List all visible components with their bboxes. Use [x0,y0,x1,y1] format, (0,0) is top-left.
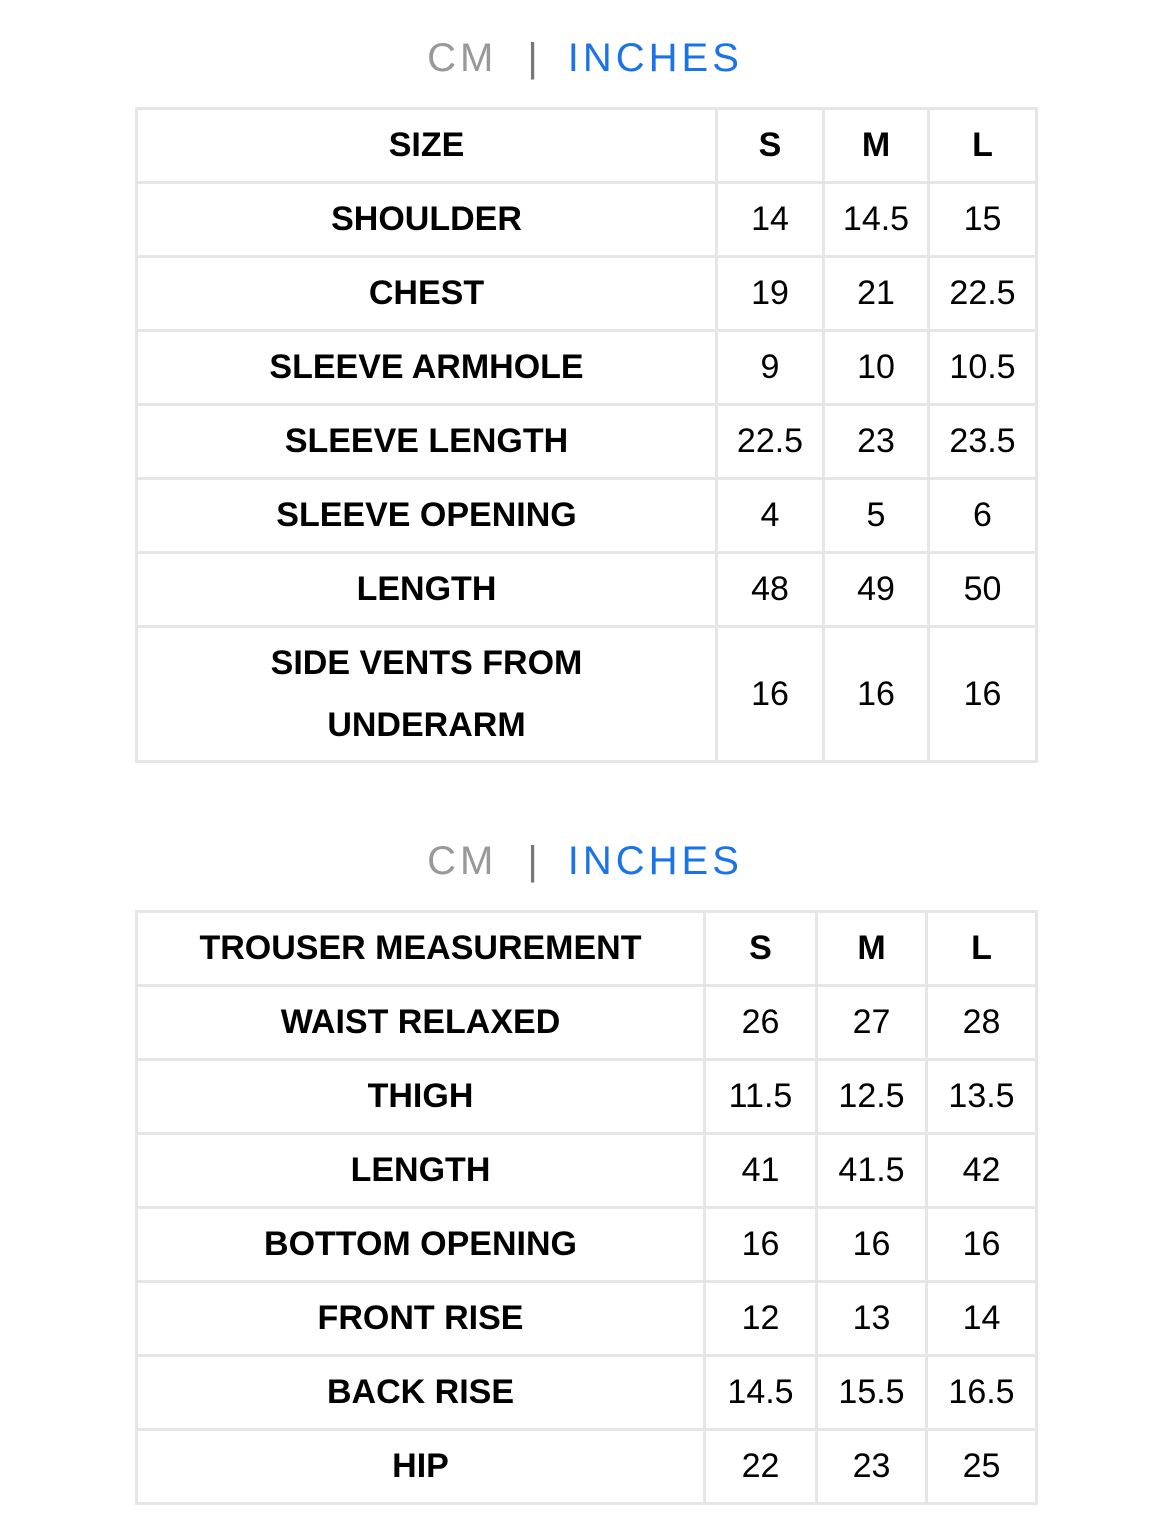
table-row [137,1060,1037,1134]
table-row [137,183,1037,257]
cell-l: 6 [929,479,1037,553]
table-row [137,1208,1037,1282]
row-label: CHEST [137,257,717,331]
cell-l: 23.5 [929,405,1037,479]
header-s: S [705,912,817,986]
cell-s: 12 [705,1282,817,1356]
table-header-row [137,912,1037,986]
cell-m: 10 [824,331,929,405]
bottom-size-table [135,910,1038,1505]
row-label: BACK RISE [137,1356,705,1430]
top-size-table [135,107,1038,763]
cell-m: 21 [824,257,929,331]
cell-m: 23 [824,405,929,479]
header-s: S [717,109,824,183]
inches-unit-tab[interactable]: INCHES [567,35,743,80]
table-row [137,479,1037,553]
inches-unit-tab[interactable]: INCHES [567,838,743,883]
row-label: LENGTH [137,553,717,627]
cm-unit-tab[interactable]: CM [427,35,498,80]
unit-separator: | [527,35,538,80]
table-row [137,331,1037,405]
cell-l: 50 [929,553,1037,627]
cell-m: 16 [824,627,929,762]
cell-l: 15 [929,183,1037,257]
cell-s: 22 [705,1430,817,1504]
cell-m: 23 [817,1430,927,1504]
row-label: THIGH [137,1060,705,1134]
row-label: BOTTOM OPENING [137,1208,705,1282]
row-label: LENGTH [137,1134,705,1208]
cell-s: 19 [717,257,824,331]
unit-separator: | [527,838,538,883]
cell-l: 42 [927,1134,1037,1208]
table-row [137,257,1037,331]
row-label: SLEEVE OPENING [137,479,717,553]
row-label: SIDE VENTS FROM UNDERARM [137,627,717,762]
header-size: SIZE [137,109,717,183]
unit-toggle-bottom [0,837,1170,885]
cell-m: 15.5 [817,1356,927,1430]
cell-s: 14 [717,183,824,257]
cell-m: 16 [817,1208,927,1282]
cell-s: 11.5 [705,1060,817,1134]
cm-unit-tab[interactable]: CM [427,838,498,883]
cell-s: 48 [717,553,824,627]
cell-m: 13 [817,1282,927,1356]
row-label: SLEEVE ARMHOLE [137,331,717,405]
cell-m: 14.5 [824,183,929,257]
table-header-row [137,109,1037,183]
row-label: SLEEVE LENGTH [137,405,717,479]
unit-toggle-top [0,34,1170,82]
cell-l: 16 [927,1208,1037,1282]
cell-s: 14.5 [705,1356,817,1430]
cell-s: 9 [717,331,824,405]
cell-s: 26 [705,986,817,1060]
header-l: L [929,109,1037,183]
cell-s: 4 [717,479,824,553]
table-row [137,1356,1037,1430]
cell-s: 41 [705,1134,817,1208]
table-row [137,986,1037,1060]
header-trouser-measurement: TROUSER MEASUREMENT [137,912,705,986]
cell-l: 28 [927,986,1037,1060]
cell-m: 49 [824,553,929,627]
cell-l: 16.5 [927,1356,1037,1430]
cell-m: 5 [824,479,929,553]
row-label: SHOULDER [137,183,717,257]
row-label: WAIST RELAXED [137,986,705,1060]
cell-s: 22.5 [717,405,824,479]
cell-l: 13.5 [927,1060,1037,1134]
table-row [137,1430,1037,1504]
cell-l: 10.5 [929,331,1037,405]
row-label: FRONT RISE [137,1282,705,1356]
cell-l: 14 [927,1282,1037,1356]
cell-l: 22.5 [929,257,1037,331]
header-m: M [824,109,929,183]
table-row [137,1134,1037,1208]
header-l: L [927,912,1037,986]
cell-m: 27 [817,986,927,1060]
cell-l: 16 [929,627,1037,762]
cell-s: 16 [717,627,824,762]
cell-m: 41.5 [817,1134,927,1208]
cell-l: 25 [927,1430,1037,1504]
cell-m: 12.5 [817,1060,927,1134]
row-label: HIP [137,1430,705,1504]
table-row [137,1282,1037,1356]
table-row [137,553,1037,627]
cell-s: 16 [705,1208,817,1282]
table-row [137,627,1037,762]
table-row [137,405,1037,479]
header-m: M [817,912,927,986]
